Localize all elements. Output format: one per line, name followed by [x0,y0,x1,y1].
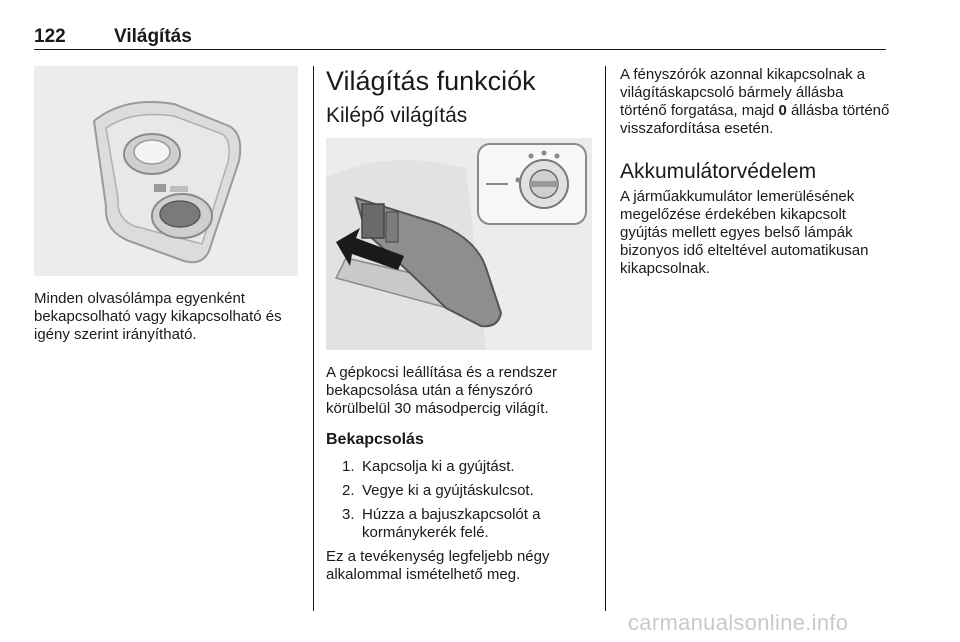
battery-protection-heading: Akkumulátorvédelem [620,160,817,183]
reading-lamp-illustration [34,66,298,276]
page-header [34,26,886,50]
reading-lamp-drawing [34,66,298,276]
step-text: Kapcsolja ki a gyújtást. [362,458,515,475]
subsection-title: Kilépő világítás [326,104,468,127]
stalk-switch-illustration [326,138,592,350]
column-divider-1 [313,66,314,611]
watermark: carmanualsonline.info [628,610,849,635]
header-rule [34,49,886,50]
step-number: 3. [342,506,355,523]
step-number: 1. [342,458,355,475]
page-number: 122 [34,26,66,47]
repeat-note: Ez a tevékenység legfeljebb négy alkalommal ismételhető meg. [326,548,550,583]
step-number: 2. [342,482,355,499]
section-title: Világítás [114,26,192,47]
reading-lamp-caption: Minden olvasólámpa egyenként bekapcsolható vagy kikapcsolható és igény szerint irányítható. [34,290,282,343]
list-item [326,458,598,476]
activation-heading: Bekapcsolás [326,431,424,448]
step-text: Húzza a bajuszkapcsolót a kormánykerék felé. [362,506,541,541]
battery-protection-description: A járműakkumulátor lemerülésének megelőzése érdekében kikapcsolt gyújtás mellett egyes belső lámpák bizonyos idő elteltével automatikusan kikapcsolnak. [620,188,869,277]
stalk-switch-drawing [326,138,592,350]
exit-lighting-description: A gépkocsi leállítása és a rendszer bekapcsolása után a fényszóró körülbelül 30 másodpercig világít. [326,364,557,417]
step-text: Vegye ki a gyújtáskulcsot. [362,482,534,499]
list-item [326,506,598,542]
activation-steps [326,458,598,542]
headlight-off-description: A fényszórók azonnal kikapcsolnak a világításkapcsoló bármely állásba történő forgatása, majd 0 állásba történő visszafordítása esetén. [620,66,890,137]
column-divider-2 [605,66,606,611]
list-item [326,482,598,500]
chapter-title: Világítás funkciók [326,66,536,96]
switch-position-zero: 0 [778,102,787,119]
